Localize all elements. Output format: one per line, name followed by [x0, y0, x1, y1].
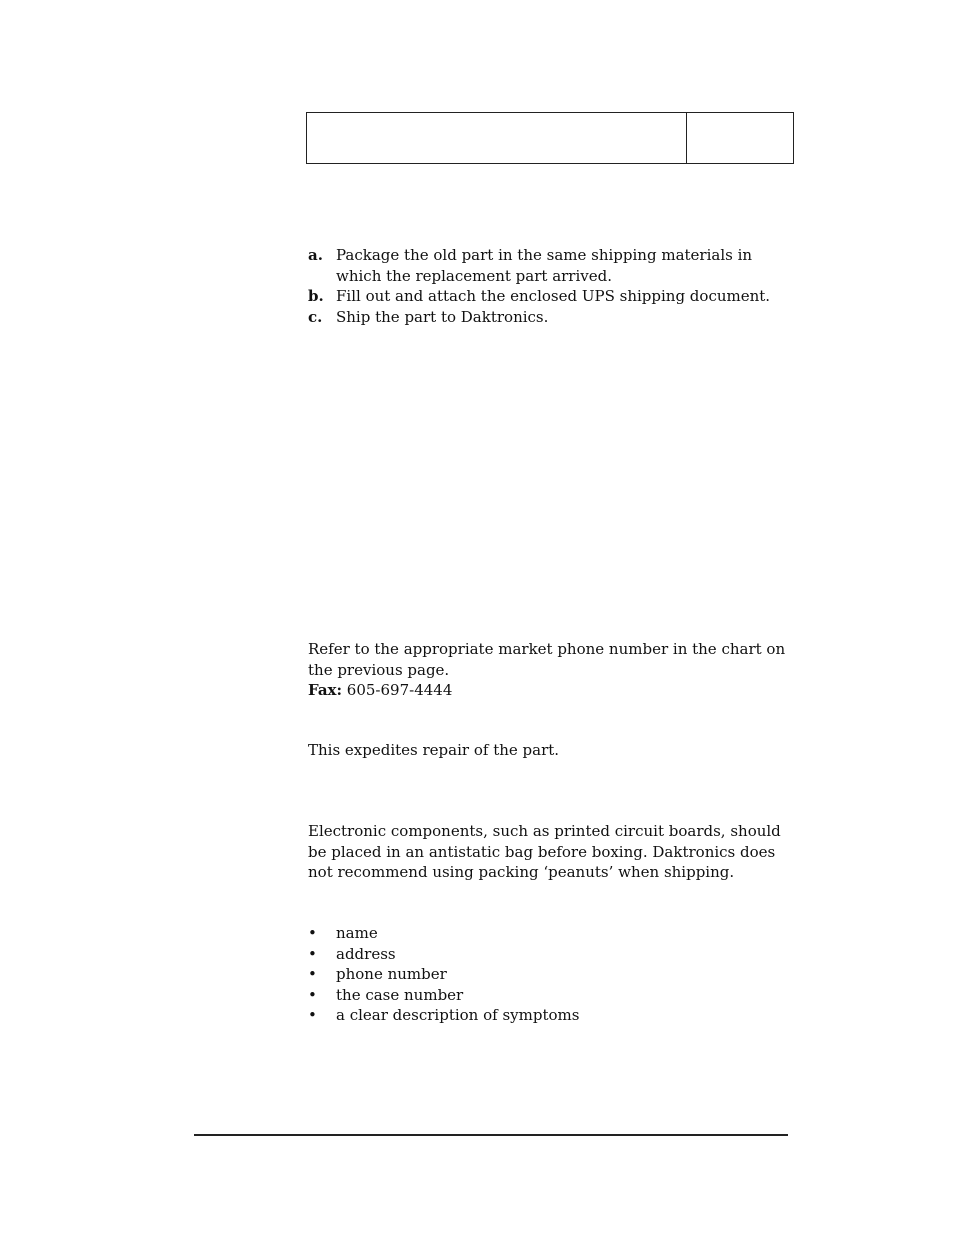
contact-paragraph	[308, 639, 788, 701]
step-marker: b.	[308, 287, 324, 305]
fax-line	[308, 680, 788, 701]
bullet-icon: •	[308, 1006, 317, 1024]
step-text: Package the old part in the same shipping materials in which the replacement part arrived.	[336, 246, 753, 285]
list-item	[308, 307, 798, 328]
shipping-steps-list	[308, 245, 798, 327]
list-item	[308, 1005, 788, 1026]
bullet-text: a clear description of symptoms	[336, 1006, 580, 1024]
bullet-text: address	[336, 944, 396, 963]
step-marker: a.	[308, 246, 323, 264]
step-text: Fill out and attach the enclosed UPS shipping document.	[336, 287, 771, 305]
bullet-text: name	[336, 924, 378, 942]
step-text: Ship the part to Daktronics.	[336, 307, 549, 326]
bullet-icon: •	[308, 965, 317, 983]
expedite-paragraph: This expedites repair of the part.	[308, 741, 560, 759]
bullet-icon: •	[308, 985, 317, 1004]
fax-number: 605-697-4444	[342, 681, 453, 699]
list-item	[308, 944, 788, 965]
list-item	[308, 286, 798, 307]
bullet-icon: •	[308, 944, 317, 963]
bullet-text: the case number	[336, 985, 464, 1004]
bullet-text: phone number	[336, 965, 447, 983]
list-item	[308, 964, 788, 985]
info-bullet-list	[308, 923, 788, 1026]
packing-paragraph: Electronic components, such as printed circuit boards, should be placed in an antistatic bag before boxing. Daktronics does not recommend using packing ‘peanuts’ when shipping.	[308, 822, 781, 881]
step-marker: c.	[308, 307, 323, 326]
list-item	[308, 985, 788, 1006]
bullet-icon: •	[308, 924, 317, 942]
footer-rule	[194, 1134, 788, 1136]
list-item	[308, 923, 788, 944]
fax-label: Fax:	[308, 681, 343, 699]
refer-text: Refer to the appropriate market phone number in the chart on the previous page.	[308, 640, 786, 679]
header-table-box	[306, 112, 794, 164]
table-divider	[686, 113, 687, 163]
list-item	[308, 245, 798, 286]
